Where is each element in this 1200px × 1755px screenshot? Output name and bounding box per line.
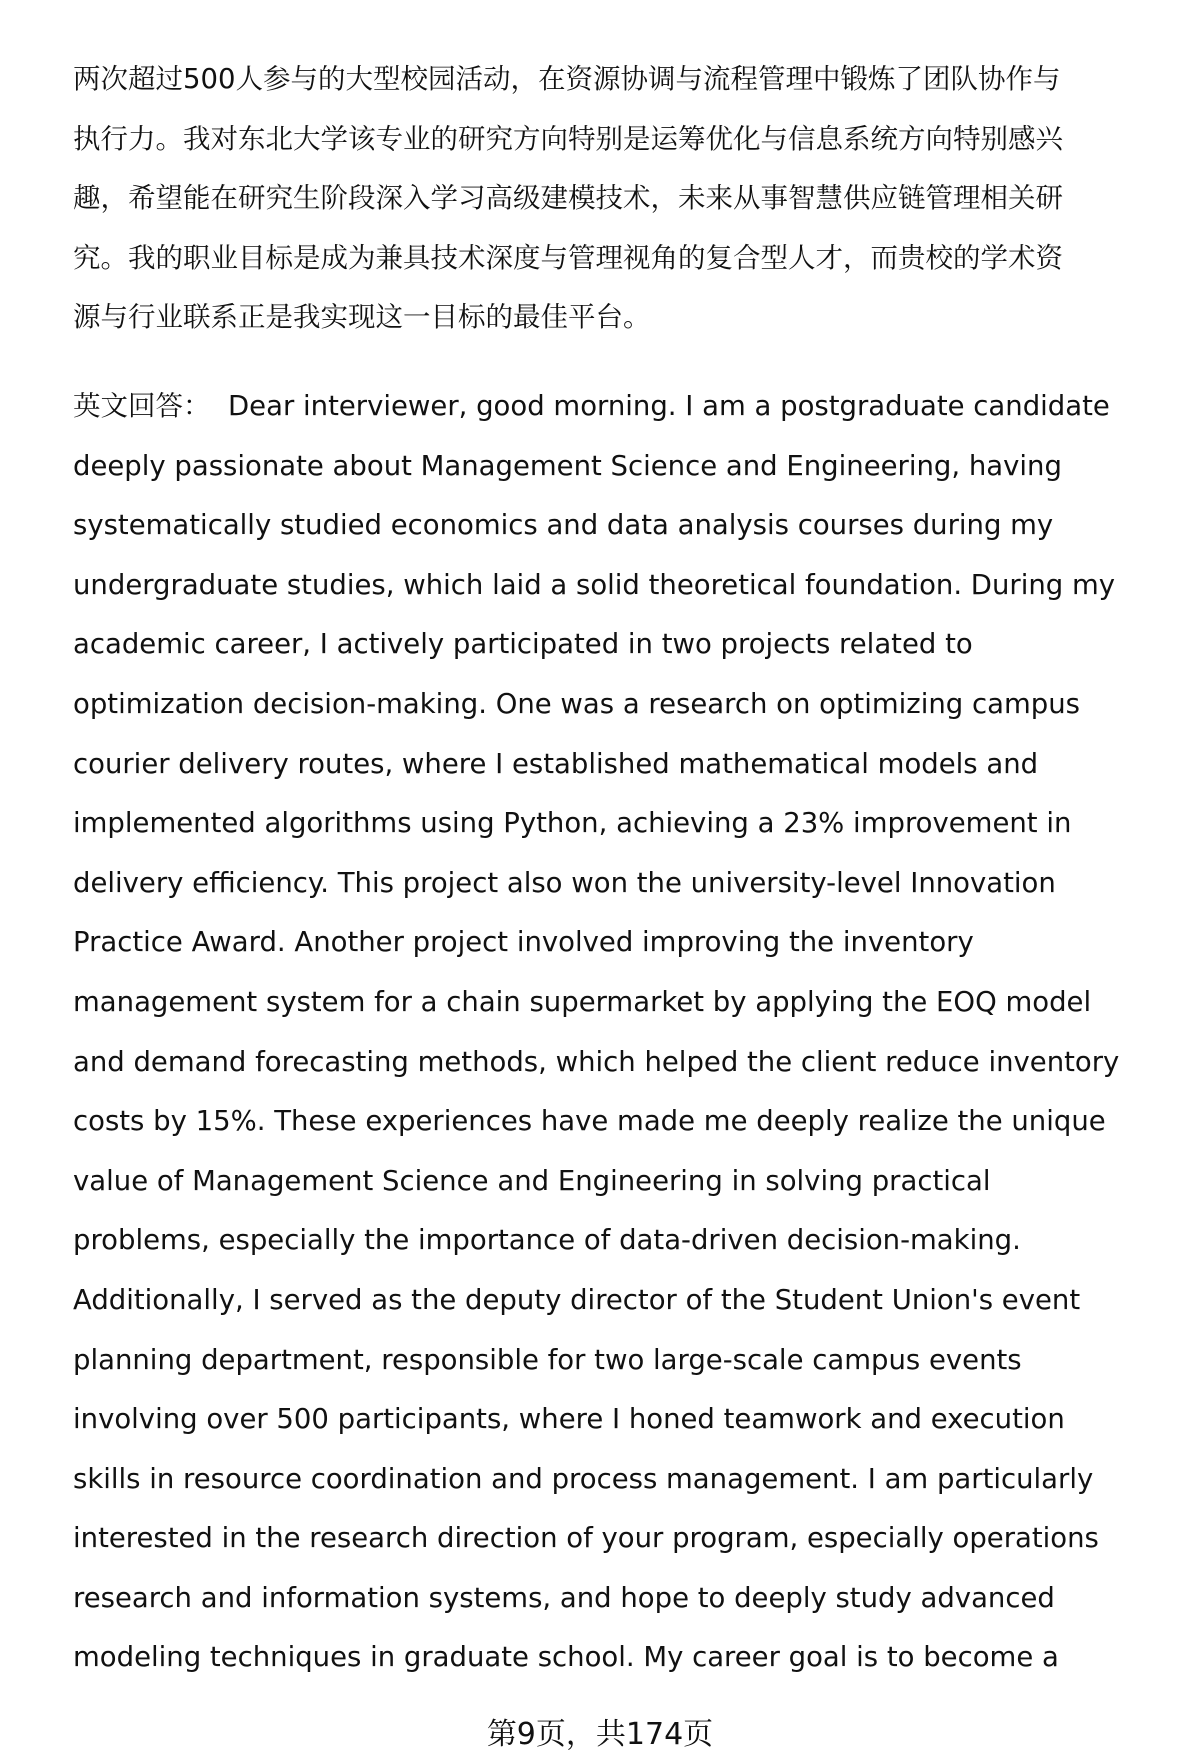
english-line: deeply passionate about Management Science and Engineering, having [73,449,1062,482]
chinese-line: 究。我的职业目标是成为兼具技术深度与管理视角的复合型人才，而贵校的学术资 [73,241,1063,274]
english-answer-label: 英文回答： [73,390,211,422]
english-line: modeling techniques in graduate school. My career goal is to become a [73,1641,1059,1674]
english-line: delivery efficiency. This project also won the university-level Innovation [73,866,1056,899]
english-line: costs by 15%. These experiences have made me deeply realize the unique [73,1105,1106,1138]
english-line: academic career, I actively participated in two projects related to [73,628,973,661]
chinese-line: 执行力。我对东北大学该专业的研究方向特别是运筹优化与信息系统方向特别感兴 [73,122,1063,155]
english-line: management system for a chain supermarket by applying the EOQ model [73,985,1092,1018]
english-answer [73,377,1173,1688]
page-number: 第9页，共174页 [486,1717,714,1752]
english-line: interested in the research direction of your program, especially operations [73,1522,1099,1555]
english-line: planning department, responsible for two large-scale campus events [73,1343,1022,1376]
english-line: research and information systems, and hope to deeply study advanced [73,1581,1055,1614]
chinese-paragraph [73,50,1173,348]
english-answer-first-line [73,377,1173,437]
english-line: and demand forecasting methods, which helped the client reduce inventory [73,1045,1120,1078]
chinese-line: 两次超过500人参与的大型校园活动，在资源协调与流程管理中锻炼了团队协作与 [73,63,1061,95]
chinese-line: 趣，希望能在研究生阶段深入学习高级建模技术，未来从事智慧供应链管理相关研 [73,182,1063,215]
english-line: implemented algorithms using Python, achieving a 23% improvement in [73,807,1072,840]
english-line: optimization decision-making. One was a research on optimizing campus [73,687,1080,720]
english-line: Practice Award. Another project involved improving the inventory [73,926,974,959]
english-line: problems, especially the importance of data-driven decision-making. [73,1224,1021,1257]
english-line: courier delivery routes, where I established mathematical models and [73,747,1039,780]
english-line: value of Management Science and Engineering in solving practical [73,1164,991,1197]
english-line: involving over 500 participants, where I honed teamwork and execution [73,1403,1065,1436]
english-line: systematically studied economics and data analysis courses during my [73,509,1054,542]
english-line: Additionally, I served as the deputy director of the Student Union's event [73,1283,1081,1316]
english-line: skills in resource coordination and process management. I am particularly [73,1462,1094,1495]
chinese-line: 源与行业联系正是我实现这一目标的最佳平台。 [73,301,651,334]
english-line: Dear interviewer, good morning. I am a postgraduate candidate [228,390,1110,422]
english-line: undergraduate studies, which laid a solid theoretical foundation. During my [73,568,1116,601]
